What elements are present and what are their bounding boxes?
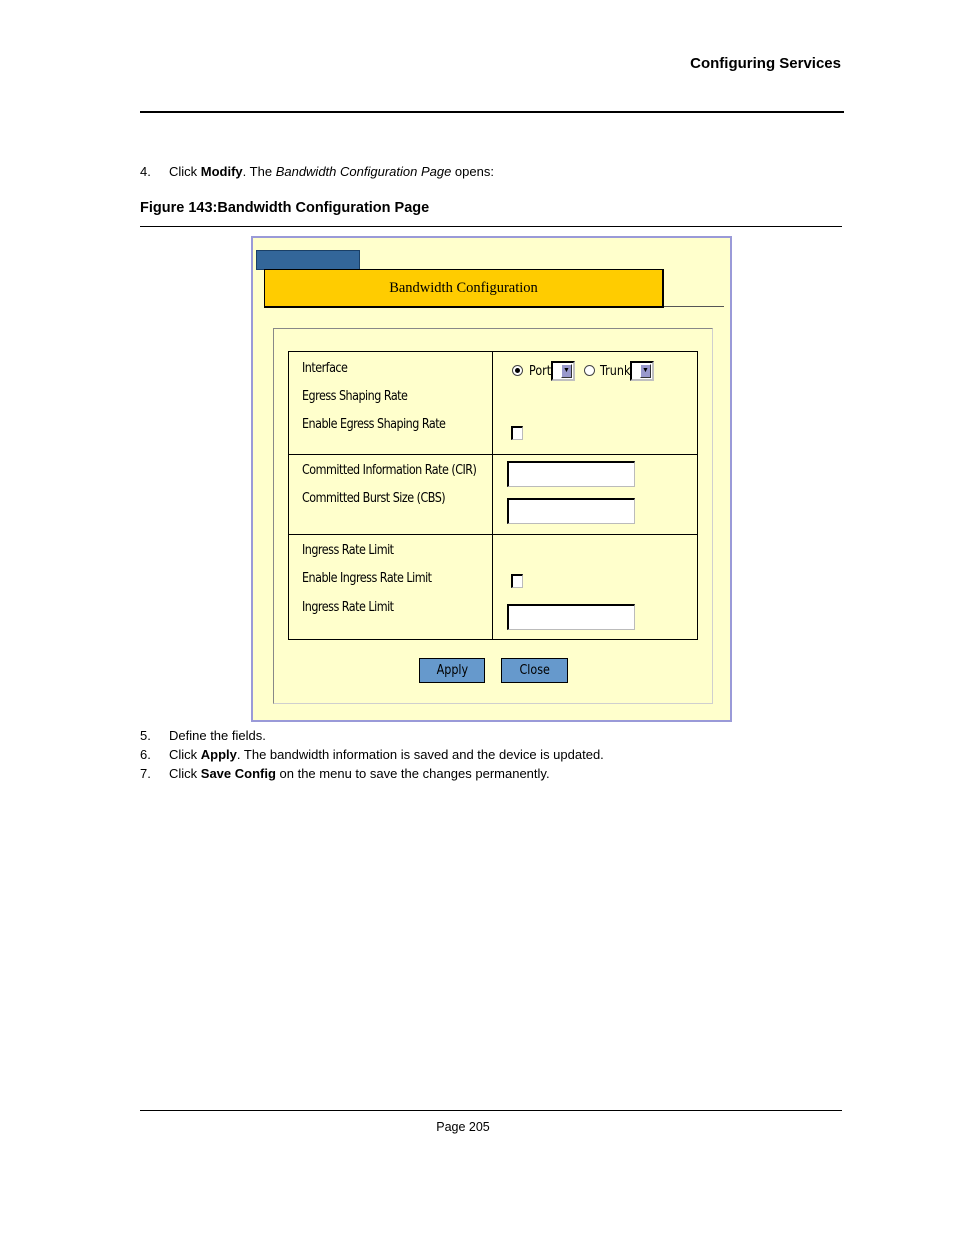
enable-egress-shaping-label: Enable Egress Shaping Rate bbox=[302, 417, 446, 432]
step-number: 5. bbox=[140, 728, 151, 743]
port-radio-label: Port bbox=[529, 364, 552, 379]
step-6 bbox=[140, 747, 604, 762]
step-text-part: on the menu to save the changes permanently. bbox=[275, 766, 550, 781]
step-text-part: Modify bbox=[200, 164, 243, 179]
port-radio[interactable] bbox=[512, 365, 523, 376]
trunk-radio[interactable] bbox=[584, 365, 595, 376]
step-number: 7. bbox=[140, 766, 151, 781]
trunk-radio-label: Trunk bbox=[600, 364, 631, 379]
title-underline bbox=[663, 306, 724, 307]
enable-egress-checkbox[interactable] bbox=[511, 426, 523, 440]
step-text-part: Click bbox=[169, 164, 201, 179]
cir-input[interactable] bbox=[507, 461, 635, 487]
step-text-part: Save Config bbox=[200, 766, 276, 781]
column-divider bbox=[492, 352, 493, 639]
close-button[interactable] bbox=[501, 658, 568, 683]
apply-button[interactable] bbox=[419, 658, 485, 683]
row-divider bbox=[289, 454, 697, 455]
close-button-label: Close bbox=[519, 663, 550, 678]
figure-caption: Figure 143:Bandwidth Configuration Page bbox=[140, 200, 430, 216]
step-text bbox=[169, 747, 604, 762]
chevron-down-icon[interactable]: ▼ bbox=[561, 364, 572, 378]
page-number: Page 205 bbox=[436, 1120, 490, 1134]
step-text-part: opens: bbox=[451, 164, 494, 179]
page-title-bar bbox=[264, 269, 664, 308]
ingress-rate-limit-label: Ingress Rate Limit bbox=[302, 600, 394, 615]
tab-stub bbox=[256, 250, 360, 270]
running-header: Configuring Services bbox=[690, 55, 841, 72]
header-divider bbox=[140, 111, 844, 113]
step-text-part: . The bandwidth information is saved and the device is updated. bbox=[236, 747, 604, 762]
footer-divider bbox=[140, 1110, 842, 1111]
ingress-rate-limit-header-label: Ingress Rate Limit bbox=[302, 543, 394, 558]
step-5 bbox=[140, 728, 266, 743]
step-text bbox=[169, 164, 494, 179]
chevron-down-icon[interactable]: ▼ bbox=[640, 364, 651, 378]
enable-ingress-checkbox[interactable] bbox=[511, 574, 523, 588]
step-text: Define the fields. bbox=[169, 728, 266, 743]
step-text-part: Click bbox=[169, 747, 201, 762]
bandwidth-config-screenshot bbox=[251, 236, 732, 722]
form-table bbox=[288, 351, 698, 640]
port-select[interactable] bbox=[551, 361, 575, 381]
ingress-rate-input[interactable] bbox=[507, 604, 635, 630]
trunk-select[interactable] bbox=[630, 361, 654, 381]
cbs-input[interactable] bbox=[507, 498, 635, 524]
egress-shaping-rate-label: Egress Shaping Rate bbox=[302, 389, 408, 404]
figure-divider bbox=[140, 226, 842, 227]
cir-label: Committed Information Rate (CIR) bbox=[302, 463, 477, 478]
step-number: 4. bbox=[140, 164, 151, 179]
row-divider bbox=[289, 534, 697, 535]
radio-selected-dot bbox=[515, 368, 520, 373]
step-text-part: Apply bbox=[200, 747, 237, 762]
step-text bbox=[169, 766, 550, 781]
step-7 bbox=[140, 766, 550, 781]
step-text-part: Bandwidth Configuration Page bbox=[275, 164, 452, 179]
step-4 bbox=[140, 164, 494, 179]
apply-button-label: Apply bbox=[436, 663, 468, 678]
interface-label: Interface bbox=[302, 361, 348, 376]
step-text-part: Click bbox=[169, 766, 201, 781]
page-title: Bandwidth Configuration bbox=[389, 279, 538, 296]
step-text-part: . The bbox=[242, 164, 276, 179]
enable-ingress-rate-limit-label: Enable Ingress Rate Limit bbox=[302, 571, 432, 586]
cbs-label: Committed Burst Size (CBS) bbox=[302, 491, 446, 506]
step-number: 6. bbox=[140, 747, 151, 762]
form-panel bbox=[273, 328, 713, 704]
